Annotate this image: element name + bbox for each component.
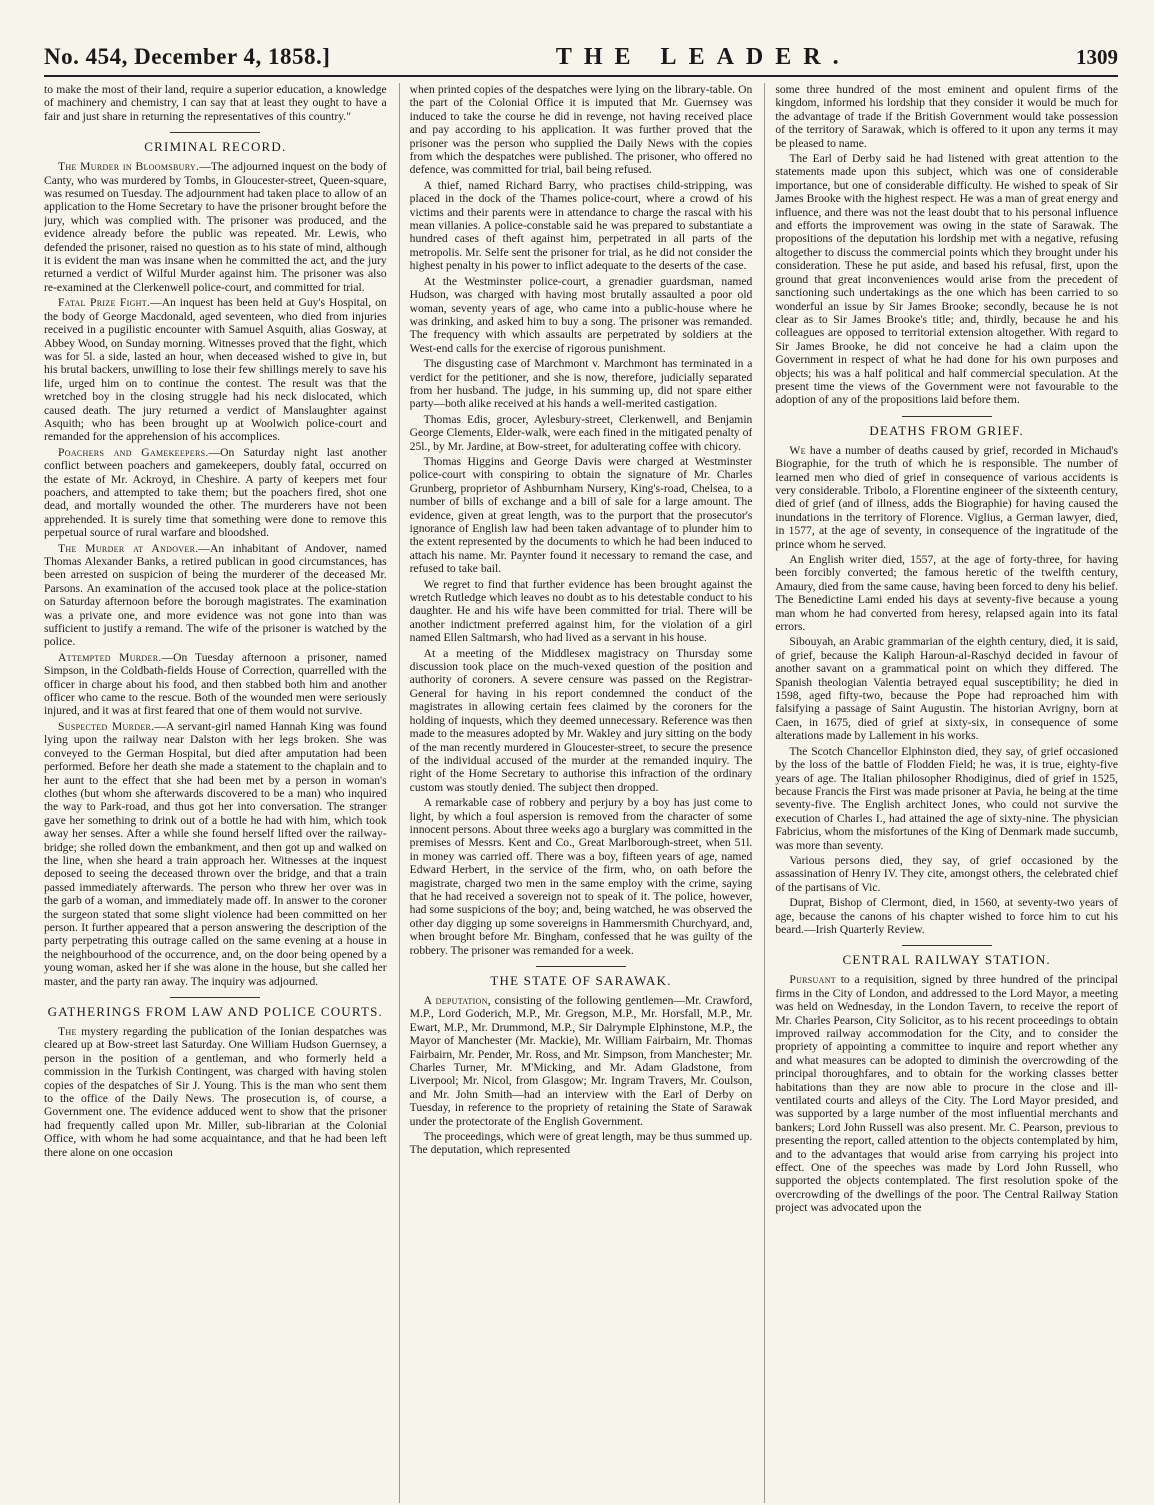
section-divider (902, 416, 992, 417)
paragraph: We regret to find that further evidence has been brought against the wretch Rutledge which leaves no doubt as to his detestable conduct to his daughter. He and his wife have been committed for trial. There will be another indictment preferred against him, for the violation of a girl named Ellen Saltmarsh, who had lived as a servant in his house. (409, 577, 753, 645)
article-ionian-despatches (44, 1025, 387, 1159)
paragraph: A remarkable case of robbery and perjury by a boy has just come to light, by which a foul aspersion is removed from the character of some innocent persons. About three weeks ago a burglary was committed in the premises of Messrs. Kent and Co., Great Marlborough-street, when 51l. in money was carried off. There was a boy, fifteen years of age, named Edward Herbert, in the service of the firm, who, on oath before the magistrate, charged two men in the same employ with the crime, saying that he had received a sovereign not to speak of it. The police, however, had some suspicions of the boy; and, being watched, he was observed the other day digging up some sovereigns in Hammersmith Churchyard, and, when brought before Mr. Bingham, confessed that he was guilty of the robbery. The prisoner was remanded for a week. (409, 796, 753, 957)
paragraph: A thief, named Richard Barry, who practises child-stripping, was placed in the dock of the Thames police-court, where a crowd of his victims and their parents were in attendance to charge the rascal with his mean villanies. A police-constable said he was prepared to substantiate a hundred cases of theft against him, perpetrated in all parts of the metropolis. Mr. Selfe sent the prisoner for trial, as he did not consider the highest penalty in his power to inflict adequate to the deserts of the case. (409, 178, 753, 273)
section-heading-central-railway: CENTRAL RAILWAY STATION. (842, 952, 1051, 968)
article-body: have a number of deaths caused by grief, recorded in Michaud's Biographie, for the truth of which he is responsible. The number of learned men who died of grief in consequence of various accidents is very considerable. Tribolo, a Florentine engineer of the sixteenth century, died of grief (and of illness, adds the Biographie) for having caused the inundations in the territory of Florence. Viglius, a German lawyer, died, in 1577, at the age of seventy, in consequence of the ingratitude of the prince whom he served. (775, 443, 1119, 551)
article-lead: Poachers and Gamekeepers. (58, 445, 209, 459)
article-central-railway (775, 973, 1118, 1214)
article-murder-andover (44, 542, 387, 649)
paragraph: The disgusting case of Marchmont v. Marchmont has terminated in a verdict for the petitioner, and she is now, therefore, judicially separated from her husband. The judge, in his summing up, did not spare either party—both alike received at his hands a well-merited castigation. (409, 357, 753, 411)
paragraph: At the Westminster police-court, a grenadier guardsman, named Hudson, was charged with having most brutally assaulted a poor old woman, seventy years of age, who came into a public-house where he was drinking, and asked him to buy a song. The prisoner was remanded. The frequency with which assaults are perpetrated by soldiers at the West-end calls for the exercise of rigorous punishment. (409, 274, 753, 355)
section-heading-sarawak: THE STATE OF SARAWAK. (490, 973, 672, 988)
article-body: —An inquest has been held at Guy's Hospital, on the body of George Macdonald, aged seventeen, who died from injuries received in a pugilistic encounter with Samuel Asquith, alias Gosway, at Abbey Wood, on Sunday morning. Witnesses proved that the fight, which was for 5l. a side, lasted an hour, when deceased wished to give in, but his brutal backers, unwilling to lose their few shillings merely to save his life, urged him on to continue the contest. The result was that the wretched boy in the closing struggle had his neck dislocated, which caused death. The jury returned a verdict of Manslaughter against Asquith; who has been brought up at Woolwich police-court and remanded for the apprehension of his accomplices. (44, 296, 387, 444)
section-divider (902, 945, 992, 946)
paragraph: The Earl of Derby said he had listened with great attention to the statements made upon this subject, which was one of considerable importance, but one of considerable difficulty. He wished to speak of Sir James Brooke with the highest respect. He was a man of great energy and influence, and there was not the least doubt that to his personal influence and efforts the improvement was owing in the state of Sarawak. The propositions of the deputation his lordship met with a negative, refusing altogether to discuss the commercial points which they brought under his consideration. These he put aside, and based his refusal, first, upon the ground that great inconveniences would arise from the precedent of sanctioning such undertakings as the one which has been carried to so wonderful an issue by Sir James Brooke; secondly, because he is not clear as to Sir James Brooke's title; and, thirdly, because he and his colleagues are opposed to territorial extension altogether. With regard to Sir James Brooke, he did not conceive he had a claim upon the Government in respect of what he had done for his own purposes and objects; his was a half political and half commercial speculation. At the present time the views of the Government were not favourable to the adoption of any of the propositions laid before them. (775, 152, 1119, 407)
article-suspected-murder (44, 720, 387, 988)
article-body: mystery regarding the publication of the Ionian despatches was cleared up at Bow-street last Saturday. One William Hudson Guernsey, a person in the position of a gentleman, and who formerly held a commission in the Turkish Contingent, was charged with having stolen copies of the despatches of Sir J. Young. This is the man who sent them to the office of the Daily News. The prosecution is, of course, a Government one. The evidence adduced went to show that the prisoner had frequently called upon Mr. Miller, sub-librarian at the Colonial Office, with whom he had some acquaintance, and that he had been left there alone on one occasion (44, 1025, 387, 1159)
article-lead: A deputation, (423, 994, 491, 1007)
article-lead: Pursuant (789, 973, 836, 987)
article-murder-bloomsbury (44, 160, 387, 294)
paragraph: some three hundred of the most eminent and opulent firms of the kingdom, informed his lordship that they consider it would be much for the advantage of trade if the British Government would take possession of the territory of Sarawak, which is offered to it upon any terms it may be pleased to name. (775, 83, 1119, 150)
page-number: 1309 (1075, 45, 1118, 69)
column-1 (44, 83, 387, 1503)
article-lead: The (58, 1025, 77, 1038)
paragraph: Thomas Higgins and George Davis were charged at Westminster police-court with conspiring to obtain the signature of Mr. Charles Grunberg, proprietor of Ashburnham Nursery, King's-road, Chelsea, to a number of bills of exchange and a bill of sale for a large amount. The evidence, given at great length, was to the purport that the prosecutor's ignorance of English law had been taken advantage of to plunder him to the extent represented by the documents to which he had been induced to attach his name. Mr. Paynter found it necessary to remand the case, and refused to take bail. (409, 454, 753, 576)
masthead (44, 44, 1118, 77)
article-body: consisting of the following gentlemen—Mr. Crawford, M.P., Lord Goderich, M.P., Mr. Gregson, M.P., Mr. Horsfall, M.P., Mr. Ewart, M.P., Mr. Drummond, M.P., Sir Dalrymple Elphinstone, M.P., the Mayor of Manchester (Mr. Mackie), Mr. William Fairbairn, Mr. Thomas Fairbairn, Mr. Pender, Mr. Ross, and Mr. Simpson, from Manchester; Mr. Charles Turner, Mr. M'Micking, and Mr. Adam Gladstone, from Liverpool; Mr. Nicol, from Glasgow; Mr. Ingram Travers, Mr. Coulson, and Mr. John Smith—had an interview with the Earl of Derby on Tuesday, in reference to the propriety of retaining the State of Sarawak under the protectorate of the English Government. (409, 994, 753, 1128)
article-body: —On Saturday night last another conflict between poachers and gamekeepers, doubly fatal, occurred on the estate of Mr. Ackroyd, in Cheshire. A party of keepers met four poachers, and attempted to take them; but the poachers fired, shot one dead, and mortally wounded the other. The murderers have not been apprehended. It is surely time that something were done to remove this perpetual source of rural warfare and bloodshed. (44, 445, 387, 540)
section-heading-criminal-record: CRIMINAL RECORD. (144, 139, 287, 155)
article-lead: The Murder at Andover. (58, 541, 199, 555)
section-divider (536, 966, 626, 967)
section-divider (170, 132, 260, 133)
article-deaths-from-grief (775, 444, 1118, 551)
column-3 (764, 83, 1118, 1503)
article-body: —An inhabitant of Andover, named Thomas Alexander Banks, a retired publican in good circumstances, has been arrested on suspicion of being the murderer of the deceased Mr. Parsons. An examination of the accused took place at the police-station on Saturday afternoon before the borough magistrates. The examination was a private one, and more evidence was not gone into than was sufficient to justify a remand. The wife of the prisoner is watched by the police. (44, 541, 387, 649)
article-body: to a requisition, signed by three hundred of the principal firms in the City of London, and addressed to the Lord Mayor, a meeting was held on Wednesday, in the London Tavern, to receive the report of Mr. Charles Pearson, City Solicitor, as to his recent proceedings to obtain improved railway accommodation for the City, and to consider the propriety of appointing a committee to inquire and report whether any and what measures can be adopted to diminish the overcrowding of the principal thoroughfares, and to obtain for the working classes better habitations than they are now able to procure in the close and ill-ventilated courts and alleys of the City. The Lord Mayor presided, and was supported by a large number of the most influential merchants and bankers; Lord John Russell was also present. Mr. C. Pearson, previous to presenting the report, called attention to the objects contemplated by him, and to the advantages that would arise from carrying his project into effect. One of the speeches was made by Lord John Russell, who supported the objects contemplated. The first resolution spoke of the overcrowding of the dwellings of the poor. The Central Railway Station project was advocated upon the (775, 973, 1119, 1215)
paragraph: Thomas Edis, grocer, Aylesbury-street, Clerkenwell, and Benjamin George Clements, Elder-walk, were each fined in the mitigated penalty of 25l., by Mr. Jardine, at Bow-street, for adulterating coffee with chicory. (409, 412, 753, 453)
article-body: —The adjourned inquest on the body of Canty, who was murdered by Tombs, in Gloucester-street, Queen-square, was resumed on Tuesday. The adjournment had taken place to allow of an application to the Home Secretary to have the prisoner brought before the jury, which was complied with. The prisoner was produced, and the evidence already before the public was repeated. Mr. Lewis, who defended the prisoner, raised no question as to his state of mind, although it is evident the man was insane when he committed the act, and the jury returned a verdict of Wilful Murder against him. The prisoner was also re-examined at the Clerkenwell police-court, and committed for trial. (44, 160, 387, 294)
issue-number: No. 454, December 4, 1858.] (44, 44, 331, 69)
paragraph: Various persons died, they say, of grief occasioned by the assassination of Henry IV. They cite, amongst others, the celebrated chief of the partisans of Vic. (775, 853, 1119, 894)
article-body: —A servant-girl named Hannah King was found lying upon the railway near Dalston with her legs broken. She was conveyed to the German Hospital, but died after amputation had been performed. Before her death she made a statement to the chaplain and to her aunt to the effect that she had been met by a person in woman's clothes (but whom she afterwards discovered to be a man) who inquired the way to Park-road, and thus got her into conversation. The stranger gave her something to drink out of a bottle he had with him, which took away her senses. After a while she found herself lifted over the railway-bridge; she rolled down the embankment, and then got up and walked on the line, when she heard a train approach her. Witnesses at the inquest deposed to seeing the deceased thrown over the bridge, and that a train passed immediately afterwards. The person who threw her over was in the garb of a woman, and immediately made off. In answer to the coroner the surgeon stated that some slight violence had been committed on her person. It further appeared that a person answering the description of the party perpetrating this outrage called on the same evening at a house in the neighbourhood of the occurrence, and, on the door being opened by a young woman, asked her if she was alone in the house, but she called her master, and the party ran away. The inquiry was adjourned. (44, 719, 387, 988)
paragraph: to make the most of their land, require a superior education, a knowledge of machinery and chemistry, I can say that at least they ought to have a fair and just share in returning the representatives of this country." (44, 83, 387, 123)
paragraph: The proceedings, which were of great length, may be thus summed up. The deputation, which represented (409, 1130, 753, 1157)
section-heading-deaths-from-grief: DEATHS FROM GRIEF. (869, 422, 1024, 438)
article-lead: Attempted Murder. (58, 650, 162, 664)
article-lead: Fatal Prize Fight. (58, 296, 151, 310)
paragraph: An English writer died, 1557, at the age of forty-three, for having been forcibly converted; the famous heretic of the twelfth century, Amaury, died from the same cause, having been forced to deny his belief. The Benedictine Lami ended his days at seventy-five because a young man whom he had converted from heresy, relapsed again into its fatal errors. (775, 553, 1119, 634)
paragraph: when printed copies of the despatches were lying on the library-table. On the part of the Colonial Office it is imputed that Mr. Guernsey was induced to take the course he did in revenge, not having received place and pay according to his application. It was further proved that the prisoner was the person who supplied the Daily News with the copies from which the despatches were published. The prisoner, who offered no defence, was committed for trial, bail being refused. (409, 83, 753, 177)
columns (44, 83, 1118, 1503)
article-lead: The Murder in Bloomsbury. (58, 160, 200, 174)
paper-title: THE LEADER. (555, 44, 851, 70)
paragraph: Sibouyah, an Arabic grammarian of the eighth century, died, it is said, of grief, because the Kaliph Haroun-al-Raschyd decided in favour of another savant on a grammatical point on which they differed. The Spanish theologian Valentia betrayed equal susceptibility; he died in 1598, aged fifty-two, because the Pope had reproached him with falsifying a passage of Saint Augustin. The historian Avrigny, born at Caen, in 1675, died of grief at sixty-six, in consequence of some alterations made by Lallement in his works. (775, 635, 1119, 743)
article-attempted-murder (44, 651, 387, 718)
paragraph: At a meeting of the Middlesex magistracy on Thursday some discussion took place on the much-vexed question of the position and authority of coroners. A severe censure was passed on the Registrar-General for having in his report condemned the conduct of the magistrates in allowing certain fees claimed by the coroners for the holding of inquests, which they deemed unnecessary. Reference was then made to the measures adopted by Mr. Wakley and jury sitting on the body of the man recently murdered in Gloucester-street, to secure the presence of the individual accused of the murder at the remanded inquiry. The right of the Home Secretary to authorise this infraction of the ordinary custom was stoutly denied. The subject then dropped. (409, 646, 753, 794)
article-fatal-prize-fight (44, 296, 387, 443)
section-divider (170, 997, 260, 998)
article-lead: We (789, 443, 806, 457)
column-2 (399, 83, 753, 1503)
paragraph: Duprat, Bishop of Clermont, died, in 1560, at seventy-two years of age, because the canons of his chapter wished to force him to cut his beard.—Irish Quarterly Review. (775, 896, 1119, 936)
article-lead: Suspected Murder. (58, 719, 155, 733)
paragraph: The Scotch Chancellor Elphinston died, they say, of grief occasioned by the loss of the battle of Flodden Field; he was, it is true, eighty-five years of age. The Italian philosopher Rhodiginus, died of grief in 1525, because Francis the First was made prisoner at Pavia, he being at the time seventy-five. The English architect Jones, who could not survive the execution of Charles I., had attained the age of sixty-nine. The physician Fabricius, whom the misfortunes of the King of Denmark made succumb, was more than seventy. (775, 744, 1119, 852)
article-sarawak (410, 994, 753, 1128)
article-poachers (44, 446, 387, 540)
article-body: —On Tuesday afternoon a prisoner, named Simpson, in the Coldbath-fields House of Correction, quarrelled with the officer in charge about his food, and then stabbed both him and another officer who came to the rescue. Both of the wounded men were seriously injured, and it was at first feared that one of them would not survive. (44, 650, 387, 718)
section-heading-gatherings: GATHERINGS FROM LAW AND POLICE COURTS. (47, 1004, 383, 1019)
